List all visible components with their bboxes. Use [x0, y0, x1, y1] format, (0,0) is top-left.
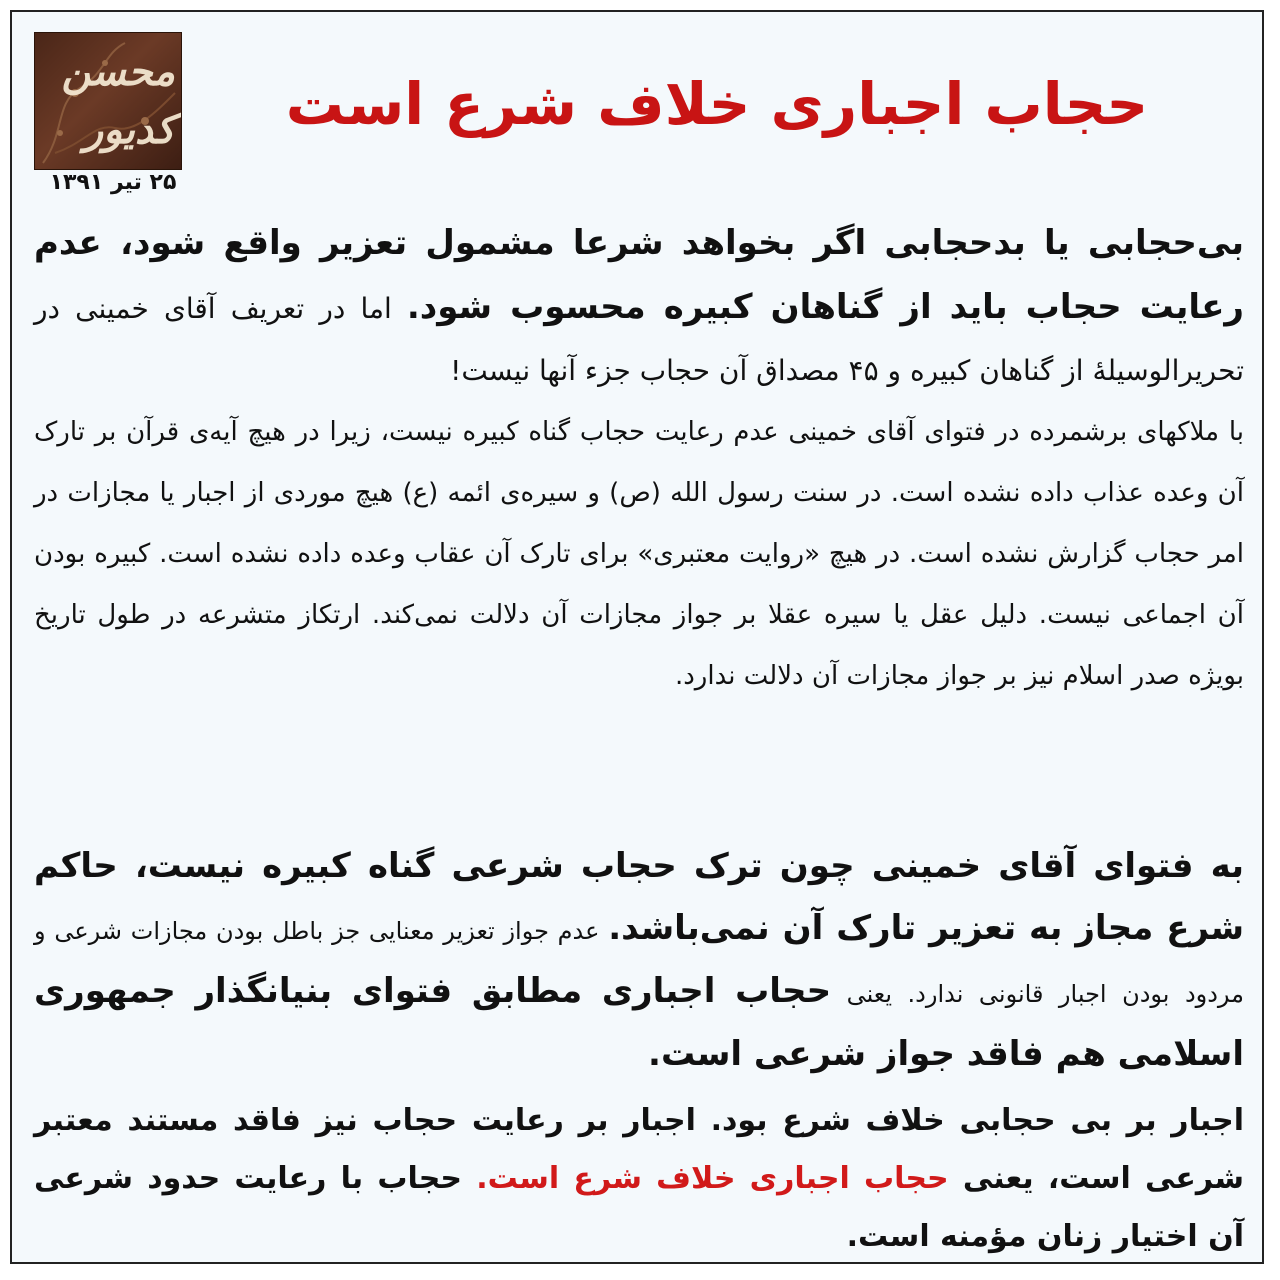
publish-date: ۲۵ تیر ۱۳۹۱: [49, 170, 177, 195]
paragraph-4-bold-1: اجبار بر بی حجابی خلاف شرع بود. اجبار بر رعایت حجاب نیز فاقد مستند معتبر شرعی است، یعنی: [34, 1103, 1244, 1196]
page-title: حجاب اجباری خلاف شرع است: [285, 70, 1149, 138]
paragraph-3-bold-1: به فتوای آقای خمینی چون ترک حجاب شرعی گناه کبیره نیست، حاکم شرع مجاز به تعزیر تارک آن نمی‌باشد.: [34, 846, 1245, 948]
paragraph-4-highlight: حجاب اجباری خلاف شرع است.: [476, 1161, 949, 1196]
author-logo: [34, 32, 182, 170]
paragraph-3-normal: عدم جواز تعزیر معنایی جز باطل بودن مجازات شرعی و مردود بودن اجبار قانونی ندارد. یعنی: [34, 917, 1245, 1008]
paragraph-4-bold-2: حجاب با رعایت حدود شرعی آن اختیار زنان مؤمنه است.: [34, 1161, 1244, 1254]
paragraph-1: [34, 212, 1244, 402]
paragraph-2: با ملاکهای برشمرده در فتوای آقای خمینی عدم رعایت حجاب گناه کبیره نیست، زیرا در هیچ آیه‌ی قرآن بر تارک آن وعده عذاب داده نشده است. در سنت رسول الله (ص) و سیره‌ی ائمه (ع) هیچ موردی از اجبار یا مجازات در امر حجاب گزارش نشده است. در هیچ «روایت معتبری» برای تارک آن عقاب وعده داده نشده است. کبیره بودن آن اجماعی نیست. دلیل عقل یا سیره عقلا بر جواز مجازات آن دلالت نمی‌کند. ارتکاز متشرعه در طول تاریخ بویژه صدر اسلام نیز بر جواز مجازات آن دلالت ندارد.: [34, 417, 1244, 691]
paragraph-1-bold: بی‌حجابی یا بدحجابی اگر بخواهد شرعا مشمول تعزیر واقع شود، عدم رعایت حجاب باید از گناهان کبیره محسوب شود.: [34, 223, 1245, 327]
paragraph-3-bold-2: حجاب اجباری مطابق فتوای بنیانگذار جمهوری اسلامی هم فاقد جواز شرعی است.: [34, 971, 1244, 1074]
paragraph-3: [34, 836, 1244, 1086]
paragraph-1-normal: اما در تعریف آقای خمینی در تحریرالوسیلهٔ از گناهان کبیره و ۴۵ مصداق آن حجاب جزء آنها نیست!: [34, 292, 1244, 387]
document-card: [10, 10, 1264, 1264]
paragraph-4: [34, 1092, 1244, 1266]
logo-signature: محسن کدیور: [61, 48, 175, 153]
